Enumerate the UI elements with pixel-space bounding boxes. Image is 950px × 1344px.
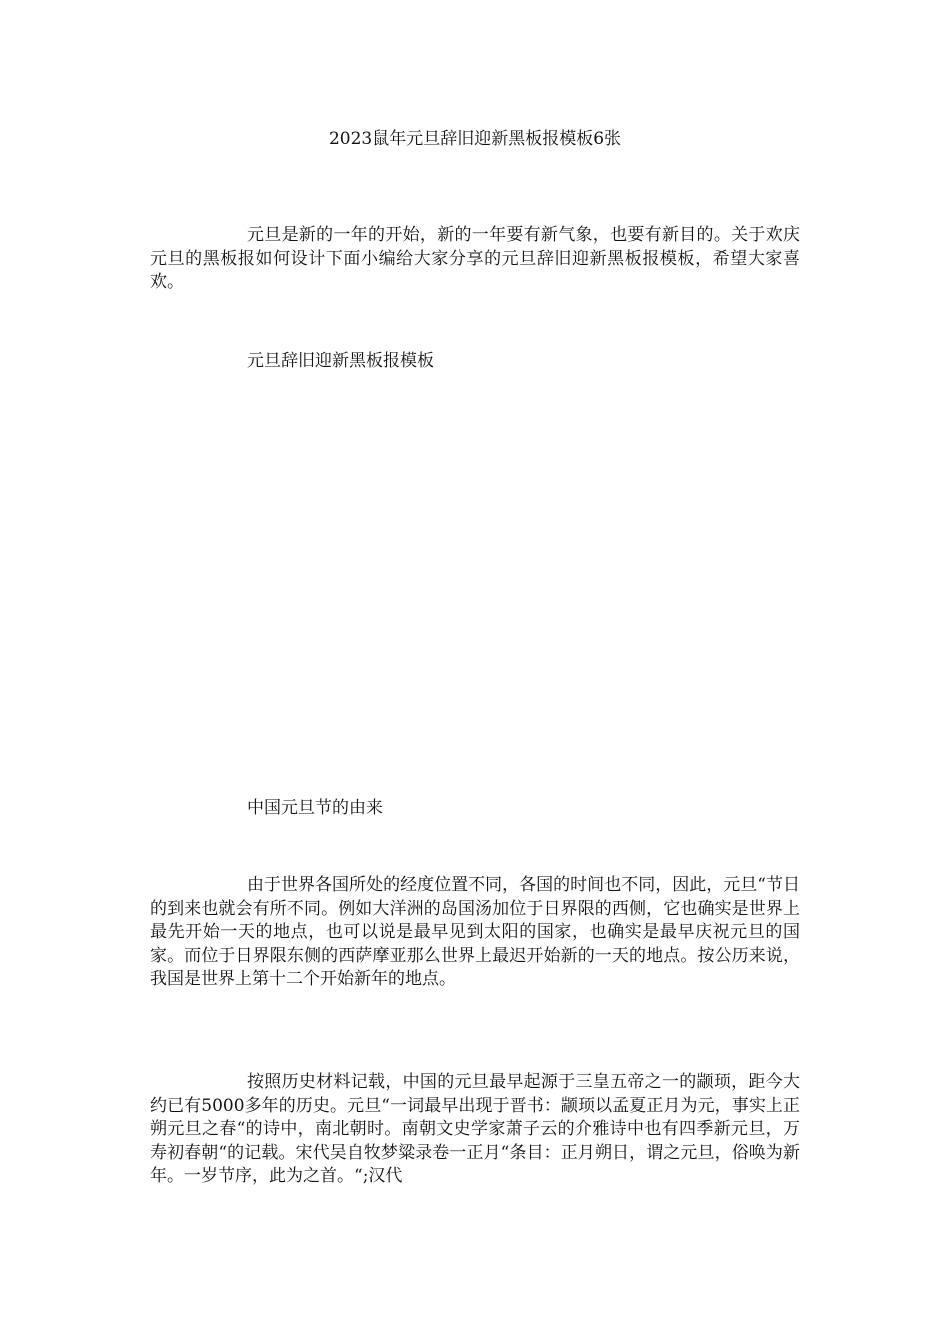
origin-paragraph-1: 由于世界各国所处的经度位置不同，各国的时间也不同，因此，元旦“节日的到来也就会有所不同。例如大洋洲的岛国汤加位于日界限的西侧，它也确实是世界上最先开始一天的地点，也可以说是最早见到太阳的国家，也确实是最早庆祝元旦的国家。而位于日界限东侧的西萨摩亚那么世界上最迟开始新的一天的地点。按公历来说，我国是世界上第十二个开始新年的地点。 — [150, 875, 800, 989]
blackboard-image-placeholder — [150, 390, 800, 780]
origin-paragraph-2: 按照历史材料记载，中国的元旦最早起源于三皇五帝之一的颛顼，距今大约已有5000多年的历史。元旦“一词最早出现于晋书：颛顼以孟夏正月为元，事实上正朔元旦之春“的诗中，南北朝时。南朝文史学家萧子云的介雅诗中也有四季新元旦，万寿初春朝“的记载。宋代吴自牧梦粱录卷一正月“条目：正月朔日，谓之元旦，俗唤为新年。一岁节序，此为之首。“;汉代 — [150, 1072, 800, 1186]
document-title: 2023鼠年元旦辞旧迎新黑板报模板6张 — [328, 129, 622, 149]
intro-paragraph: 元旦是新的一年的开始，新的一年要有新气象，也要有新目的。关于欢庆元旦的黑板报如何设计下面小编给大家分享的元旦辞旧迎新黑板报模板，希望大家喜欢。 — [150, 225, 800, 292]
section-heading-origin: 中国元旦节的由来 — [247, 798, 383, 818]
section-heading-template: 元旦辞旧迎新黑板报模板 — [247, 351, 434, 371]
